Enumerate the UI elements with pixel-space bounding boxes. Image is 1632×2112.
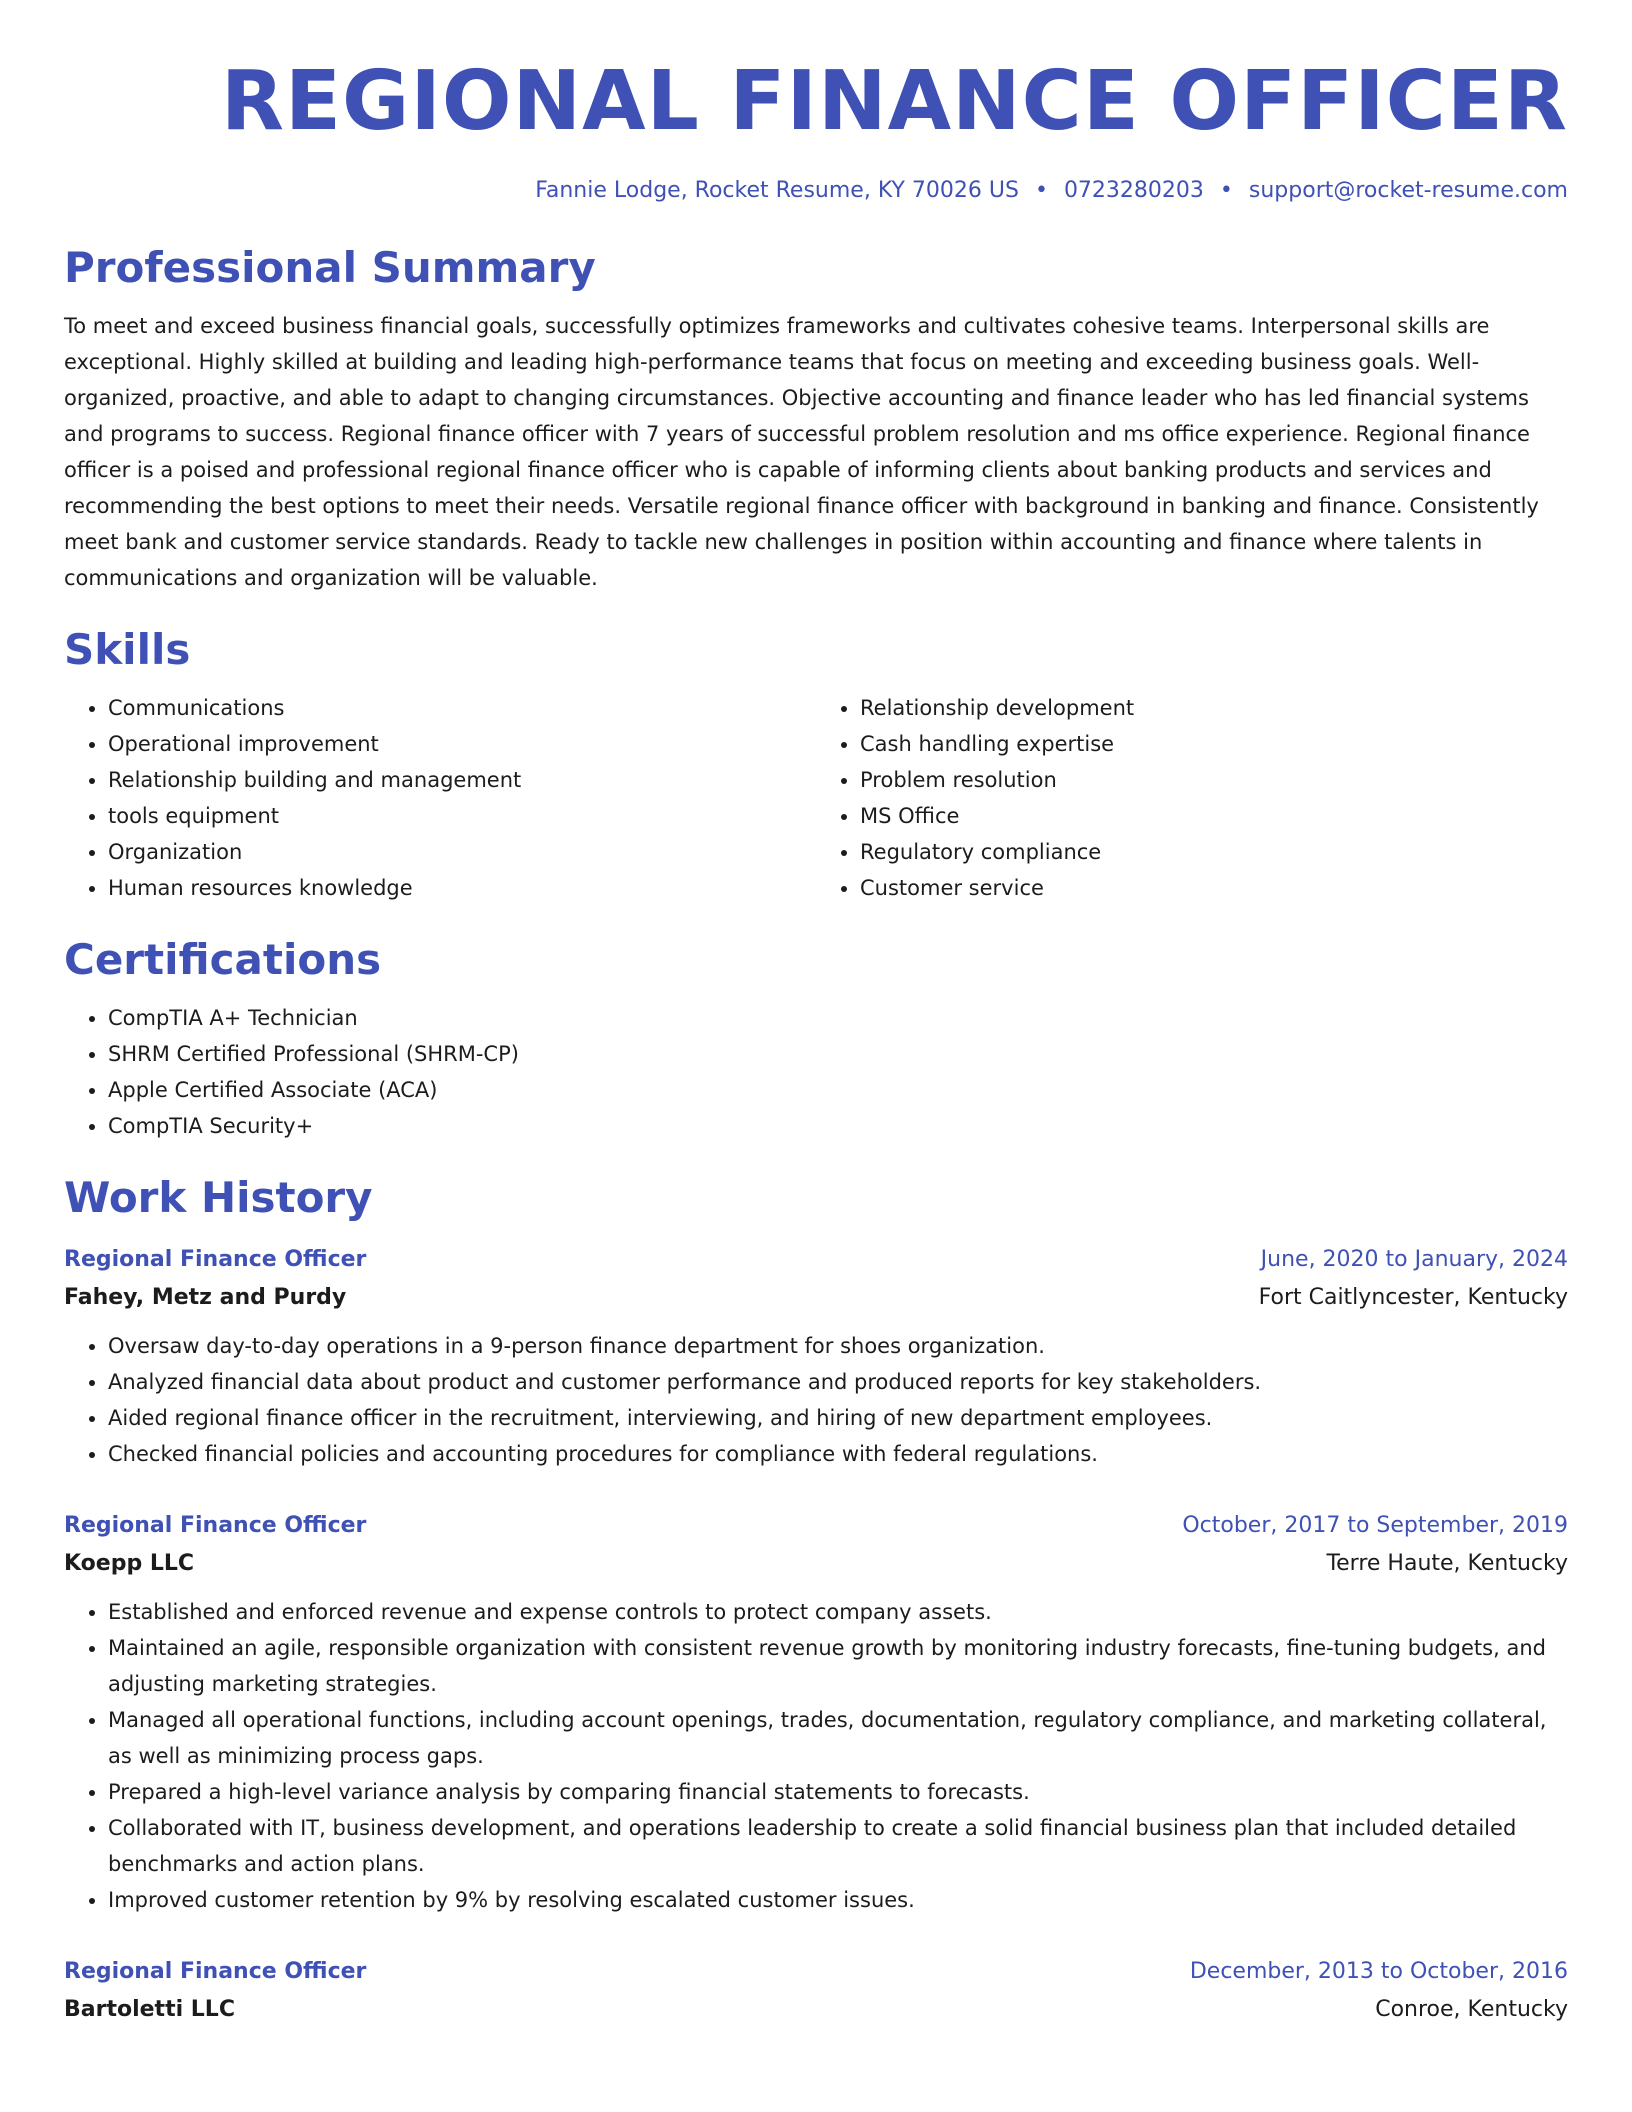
skill-item: • Organization	[108, 834, 816, 870]
job-bullet: • Maintained an agile, responsible organization with consistent revenue growth by monitoring industry forecasts, fine-tuning budgets, and adjusting marketing strategies.	[108, 1630, 1568, 1702]
job-bullet: • Checked financial policies and accounting procedures for compliance with federal regulations.	[108, 1436, 1568, 1472]
job-entry	[64, 1508, 1568, 1918]
skill-item: • Customer service	[860, 870, 1568, 906]
job-dates: December, 2013 to October, 2016	[1189, 1959, 1568, 1984]
job-bullet: • Aided regional finance officer in the recruitment, interviewing, and hiring of new department employees.	[108, 1400, 1568, 1436]
job-company: Fahey, Metz and Purdy	[64, 1285, 347, 1310]
job-bullets	[64, 1594, 1568, 1918]
job-company: Bartoletti LLC	[64, 1997, 235, 2022]
job-bullet: • Improved customer retention by 9% by resolving escalated customer issues.	[108, 1882, 1568, 1918]
work-history-heading: Work History	[64, 1173, 373, 1222]
job-bullet: • Prepared a high-level variance analysis by comparing financial statements to forecasts.	[108, 1774, 1568, 1810]
job-location: Conroe, Kentucky	[1375, 1997, 1568, 2022]
job-title: Regional Finance Officer	[64, 1513, 367, 1538]
contact-separator: •	[1034, 178, 1048, 203]
resume-header	[64, 0, 1568, 206]
skills-heading: Skills	[64, 625, 191, 674]
skills-columns	[64, 690, 1568, 906]
job-bullet: • Managed all operational functions, including account openings, trades, documentation, regulatory compliance, and marketing collateral, as well as minimizing process gaps.	[108, 1702, 1568, 1774]
job-location: Terre Haute, Kentucky	[1326, 1551, 1568, 1576]
contact-email: support@rocket-resume.com	[1248, 178, 1568, 203]
resume-name: REGIONAL FINANCE OFFICER	[220, 54, 1568, 149]
contact-line	[64, 176, 1568, 206]
job-bullet: • Established and enforced revenue and expense controls to protect company assets.	[108, 1594, 1568, 1630]
certification-item: • CompTIA Security+	[108, 1108, 1568, 1144]
summary-text: To meet and exceed business financial goals, successfully optimizes frameworks and cultivates cohesive teams. Interpersonal skills are exceptional. Highly skilled at building and leading high-performance teams that focus on meeting and exceeding business goals. Well-organized, proactive, and able to adapt to changing circumstances. Objective accounting and finance leader who has led financial systems and programs to success. Regional finance officer with 7 years of successful problem resolution and ms office experience. Regional finance officer is a poised and professional regional finance officer who is capable of informing clients about banking products and services and recommending the best options to meet their needs. Versatile regional finance officer with background in banking and finance. Consistently meet bank and customer service standards. Ready to tackle new challenges in position within accounting and finance where talents in communications and organization will be valuable.	[64, 314, 1539, 590]
contact-separator: •	[1219, 178, 1233, 203]
job-entry	[64, 1954, 1568, 2030]
job-bullet: • Oversaw day-to-day operations in a 9-person finance department for shoes organization.	[108, 1328, 1568, 1364]
job-entry	[64, 1242, 1568, 1472]
certification-item: • SHRM Certified Professional (SHRM-CP)	[108, 1036, 1568, 1072]
skill-item: • MS Office	[860, 798, 1568, 834]
skill-item: • Operational improvement	[108, 726, 816, 762]
job-dates: October, 2017 to September, 2019	[1182, 1513, 1568, 1538]
skill-item: • Regulatory compliance	[860, 834, 1568, 870]
job-dates: June, 2020 to January, 2024	[1260, 1247, 1568, 1272]
contact-phone: 0723280203	[1063, 178, 1204, 203]
job-bullet: • Collaborated with IT, business development, and operations leadership to create a solid financial business plan that included detailed benchmarks and action plans.	[108, 1810, 1568, 1882]
skill-item: • Problem resolution	[860, 762, 1568, 798]
certifications-list	[64, 1000, 1568, 1144]
skill-item: • Relationship building and management	[108, 762, 816, 798]
job-bullets	[64, 1328, 1568, 1472]
job-title: Regional Finance Officer	[64, 1959, 367, 1984]
job-location: Fort Caitlyncester, Kentucky	[1258, 1285, 1568, 1310]
job-title: Regional Finance Officer	[64, 1247, 367, 1272]
skill-item: • Communications	[108, 690, 816, 726]
certification-item: • Apple Certified Associate (ACA)	[108, 1072, 1568, 1108]
summary-heading: Professional Summary	[64, 243, 596, 292]
contact-address: Fannie Lodge, Rocket Resume, KY 70026 US	[535, 178, 1019, 203]
skill-item: • Cash handling expertise	[860, 726, 1568, 762]
certifications-heading: Certifications	[64, 935, 382, 984]
job-company: Koepp LLC	[64, 1551, 195, 1576]
skills-list-right	[816, 690, 1568, 906]
certification-item: • CompTIA A+ Technician	[108, 1000, 1568, 1036]
job-bullet: • Analyzed financial data about product and customer performance and produced reports for key stakeholders.	[108, 1364, 1568, 1400]
skill-item: • Human resources knowledge	[108, 870, 816, 906]
skills-list-left	[64, 690, 816, 906]
skill-item: • tools equipment	[108, 798, 816, 834]
skill-item: • Relationship development	[860, 690, 1568, 726]
